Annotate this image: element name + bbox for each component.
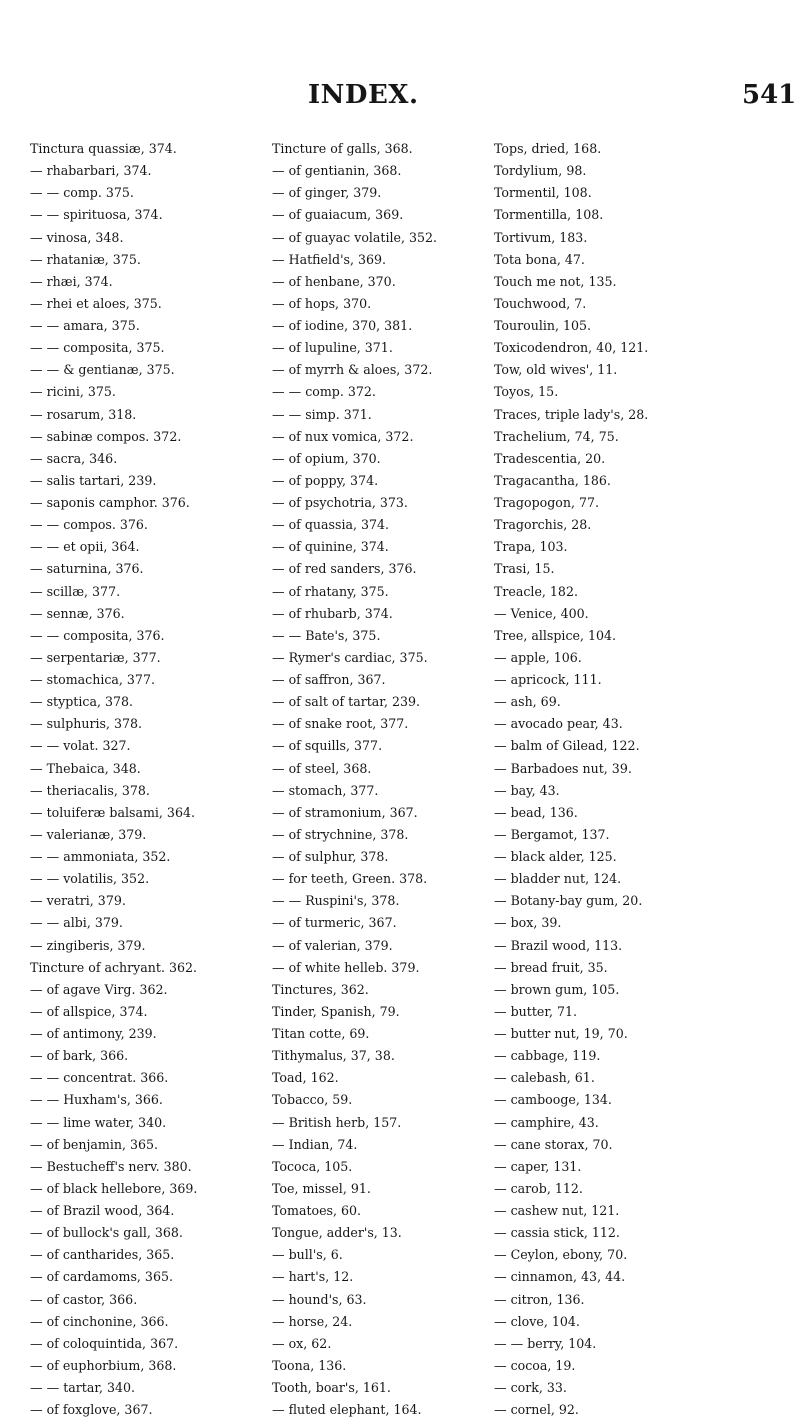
index-entry: — Indian, 74. [272,1136,358,1152]
index-entry: — balm of Gilead, 122. [494,738,640,754]
index-entry: Tortivum, 183. [494,229,588,245]
index-entry: — of coloquintida, 367. [30,1335,179,1351]
index-entry: — saturnina, 376. [30,561,144,577]
index-entry: Tongue, adder's, 13. [272,1225,402,1241]
index-entry: — — volat. 327. [30,738,131,754]
index-entry: — of quinine, 374. [272,539,389,555]
index-entry: Tinctura quassiæ, 374. [30,141,177,156]
index-entry: — of gentianin, 368. [272,163,402,179]
index-entry: — veratri, 379. [30,893,126,909]
index-entry: Tinctures, 362. [272,981,369,997]
index-entry: — bull's, 6. [272,1247,343,1263]
index-entry: — butter, 71. [494,1003,578,1019]
index-entry: — of sulphur, 378. [272,849,389,864]
index-entry: — — simp. 371. [272,406,372,422]
index-entry: — — lime water, 340. [30,1114,167,1130]
index-entry: — theriacalis, 378. [30,782,150,798]
index-entry: — butter nut, 19, 70. [494,1026,628,1041]
index-entry: Tomatoes, 60. [272,1203,362,1218]
index-entry: — — berry, 104. [494,1335,597,1351]
index-entry: — of castor, 366. [30,1291,138,1307]
index-entry: — of nux vomica, 372. [272,428,414,444]
index-entry: Tormentilla, 108. [494,207,604,223]
index-entry: — cambooge, 134. [494,1092,612,1108]
index-entry: — valerianæ, 379. [30,826,147,842]
index-entry: Tradescentia, 20. [494,450,606,466]
index-entry: — — tartar, 340. [30,1380,136,1395]
index-entry: — of iodine, 370, 381. [272,318,413,333]
index-entry: Tragopogon, 77. [494,495,600,510]
index-entry: Toad, 162. [272,1070,339,1086]
index-entry: — — & gentianæ, 375. [30,362,175,378]
index-entry: — box, 39. [494,915,562,931]
index-entry: Tota bona, 47. [494,251,585,267]
index-column-2 [272,138,494,1421]
index-entry: — Hatfield's, 369. [272,251,387,267]
index-entry: — of rhatany, 375. [272,583,389,599]
index-entry: — of ginger, 379. [272,185,382,201]
index-entry: — of cardamoms, 365. [30,1269,173,1285]
index-entry: — rhabarbari, 374. [30,163,152,179]
index-entry: Tococa, 105. [272,1158,353,1174]
index-entry: — salis tartari, 239. [30,472,157,488]
index-entry: Tobacco, 59. [272,1092,353,1108]
index-entry: — of benjamin, 365. [30,1136,159,1152]
index-entry: — rhæi, 374. [30,273,113,289]
index-entry: — of rhubarb, 374. [272,605,393,621]
index-entry: — black alder, 125. [494,849,617,864]
index-entry: Titan cotte, 69. [272,1026,370,1041]
index-entry: — stomach, 377. [272,782,379,798]
index-entry: Toona, 136. [272,1357,347,1373]
index-entry: Treacle, 182. [494,583,578,599]
index-entry: Tordylium, 98. [494,163,587,179]
index-entry: — Ceylon, ebony, 70. [494,1247,628,1263]
index-entry: — British herb, 157. [272,1114,402,1130]
index-entry: — cane storax, 70. [494,1136,613,1152]
index-entry: — ox, 62. [272,1335,332,1351]
index-entry: — ash, 69. [494,694,561,710]
index-entry: — of lupuline, 371. [272,340,393,356]
index-entry: Tragorchis, 28. [494,517,592,533]
index-entry: — saponis camphor. 376. [30,495,190,510]
index-entry: — of hops, 370. [272,295,372,311]
index-entry: — caper, 131. [494,1158,582,1174]
index-entry: — cinnamon, 43, 44. [494,1269,626,1285]
index-entry: — of black hellebore, 369. [30,1180,198,1196]
index-entry: — of white helleb. 379. [272,959,420,975]
index-entry: — of valerian, 379. [272,937,393,953]
index-entry: — of poppy, 374. [272,472,379,488]
index-entry: Tormentil, 108. [494,185,592,201]
index-entry: — hound's, 63. [272,1291,367,1307]
index-entry: — of bullock's gall, 368. [30,1225,183,1241]
index-entry: — cork, 33. [494,1380,567,1395]
index-entry: — — ammoniata, 352. [30,849,171,864]
index-entry: — — composita, 375. [30,340,165,356]
index-entry: — — comp. 375. [30,185,134,201]
index-entry: — carob, 112. [494,1180,583,1196]
index-entry: — of euphorbium, 368. [30,1357,177,1373]
index-entry: — bread fruit, 35. [494,959,608,975]
index-entry: Tow, old wives', 11. [494,362,618,378]
index-entry: — Bergamot, 137. [494,826,610,842]
index-entry: — hart's, 12. [272,1269,354,1285]
index-entry: — of bark, 366. [30,1048,129,1064]
index-entry: — cabbage, 119. [494,1048,601,1064]
index-entry: Tinder, Spanish, 79. [272,1003,400,1019]
index-entry: Trasi, 15. [494,561,555,577]
index-entry: — of guaiacum, 369. [272,207,404,223]
page-header [0,80,800,120]
index-entry: Tooth, boar's, 161. [272,1380,391,1395]
index-entry: — sennæ, 376. [30,605,125,621]
index-entry: — toluiferæ balsami, 364. [30,804,195,820]
index-entry: — brown gum, 105. [494,981,620,997]
index-entry: Touch me not, 135. [494,273,617,289]
index-entry: — styptica, 378. [30,694,133,710]
index-entry: — — compos. 376. [30,517,148,533]
index-entry: Toyos, 15. [494,384,559,400]
index-entry: — bladder nut, 124. [494,871,622,887]
index-entry: — of guayac volatile, 352. [272,229,438,245]
index-entry: Touroulin, 105. [494,318,592,333]
index-entry: — of red sanders, 376. [272,561,417,577]
index-entry: — — Ruspini's, 378. [272,893,400,909]
index-entry: — fluted elephant, 164. [272,1402,422,1418]
index-entry: — for teeth, Green. 378. [272,871,428,887]
index-column-1 [30,138,272,1421]
index-entry: — of strychnine, 378. [272,826,409,842]
index-entry: — Thebaica, 348. [30,760,141,776]
index-entry: — zingiberis, 379. [30,937,146,953]
index-entry: — of agave Virg. 362. [30,981,168,997]
index-entry: — — Bate's, 375. [272,627,381,643]
index-entry: — — albi, 379. [30,915,123,931]
index-entry: — of opium, 370. [272,450,381,466]
index-entry: — of stramonium, 367. [272,804,418,820]
index-entry: — rhei et aloes, 375. [30,295,162,311]
index-entry: — Venice, 400. [494,605,589,621]
index-entry: — rhataniæ, 375. [30,251,141,267]
index-entry: — — composita, 376. [30,627,165,643]
index-entry: — — spirituosa, 374. [30,207,163,223]
index-entry: — — et opii, 364. [30,539,140,555]
index-entry: — of steel, 368. [272,760,372,776]
index-entry: — Bestucheff's nerv. 380. [30,1158,192,1174]
index-entry: — sacra, 346. [30,450,118,466]
index-entry: — of allspice, 374. [30,1003,148,1019]
index-entry: — — concentrat. 366. [30,1070,169,1086]
index-column-3 [494,138,800,1421]
index-entry: — sabinæ compos. 372. [30,428,182,444]
index-entry: Trapa, 103. [494,539,568,555]
index-entry: — — Huxham's, 366. [30,1092,163,1108]
index-entry: — of foxglove, 367. [30,1402,153,1418]
index-entry: — Barbadoes nut, 39. [494,760,632,776]
index-entry: — camphire, 43. [494,1114,599,1130]
index-entry: — apricock, 111. [494,672,602,687]
index-entry: — bead, 136. [494,804,578,820]
index-entry: — of antimony, 239. [30,1026,157,1041]
index-entry: — — volatilis, 352. [30,871,150,887]
index-entry: — Rymer's cardiac, 375. [272,649,428,665]
index-entry: Toxicodendron, 40, 121. [494,340,649,356]
index-entry: — — comp. 372. [272,384,376,400]
index-entry: — clove, 104. [494,1313,580,1329]
index-entry: Toe, missel, 91. [272,1180,371,1196]
index-entry: — of quassia, 374. [272,517,390,533]
index-entry: Tops, dried, 168. [494,141,602,156]
index-entry: — cornel, 92. [494,1402,579,1418]
index-entry: — Botany-bay gum, 20. [494,893,643,909]
index-entry: — rosarum, 318. [30,406,137,422]
index-entry: — sulphuris, 378. [30,716,143,732]
index-entry: — Brazil wood, 113. [494,937,623,953]
index-entry: — cassia stick, 112. [494,1225,620,1241]
index-entry: — of henbane, 370. [272,273,396,289]
index-entry: — of snake root, 377. [272,716,409,732]
index-entry: — of squills, 377. [272,738,383,754]
page-number: 541 [742,80,797,110]
index-entry: — cocoa, 19. [494,1357,576,1373]
index-entry: — horse, 24. [272,1313,353,1329]
index-entry: Touchwood, 7. [494,295,587,311]
index-entry: — of Brazil wood, 364. [30,1203,175,1218]
index-entry: — vinosa, 348. [30,229,124,245]
index-entry: — apple, 106. [494,649,582,665]
index-entry: Tithymalus, 37, 38. [272,1048,395,1064]
index-entry: — of myrrh & aloes, 372. [272,362,433,378]
page-title: INDEX. [308,80,419,110]
index-entry: — of cantharides, 365. [30,1247,175,1263]
index-entry: Tree, allspice, 104. [494,627,617,643]
index-entry: — cashew nut, 121. [494,1203,620,1218]
index-entry: — scillæ, 377. [30,583,121,599]
index-entry: Trachelium, 74, 75. [494,428,619,444]
index-entry: — of saffron, 367. [272,672,386,687]
index-entry: — stomachica, 377. [30,672,155,687]
index-entry: Tincture of achryant. 362. [30,959,198,975]
index-entry: — bay, 43. [494,782,560,798]
index-entry: — citron, 136. [494,1291,585,1307]
index-entry: — avocado pear, 43. [494,716,623,732]
index-entry: — of turmeric, 367. [272,915,397,931]
index-entry: — ricini, 375. [30,384,116,400]
index-entry: Tragacantha, 186. [494,472,611,488]
index-entry: — of psychotria, 373. [272,495,408,510]
index-entry: Traces, triple lady's, 28. [494,406,649,422]
index-entry: — calebash, 61. [494,1070,595,1086]
index-entry: — — amara, 375. [30,318,140,333]
index-entry: — of salt of tartar, 239. [272,694,420,710]
index-entry: — of cinchonine, 366. [30,1313,169,1329]
index-entry: Tincture of galls, 368. [272,141,413,156]
index-entry: — serpentariæ, 377. [30,649,161,665]
